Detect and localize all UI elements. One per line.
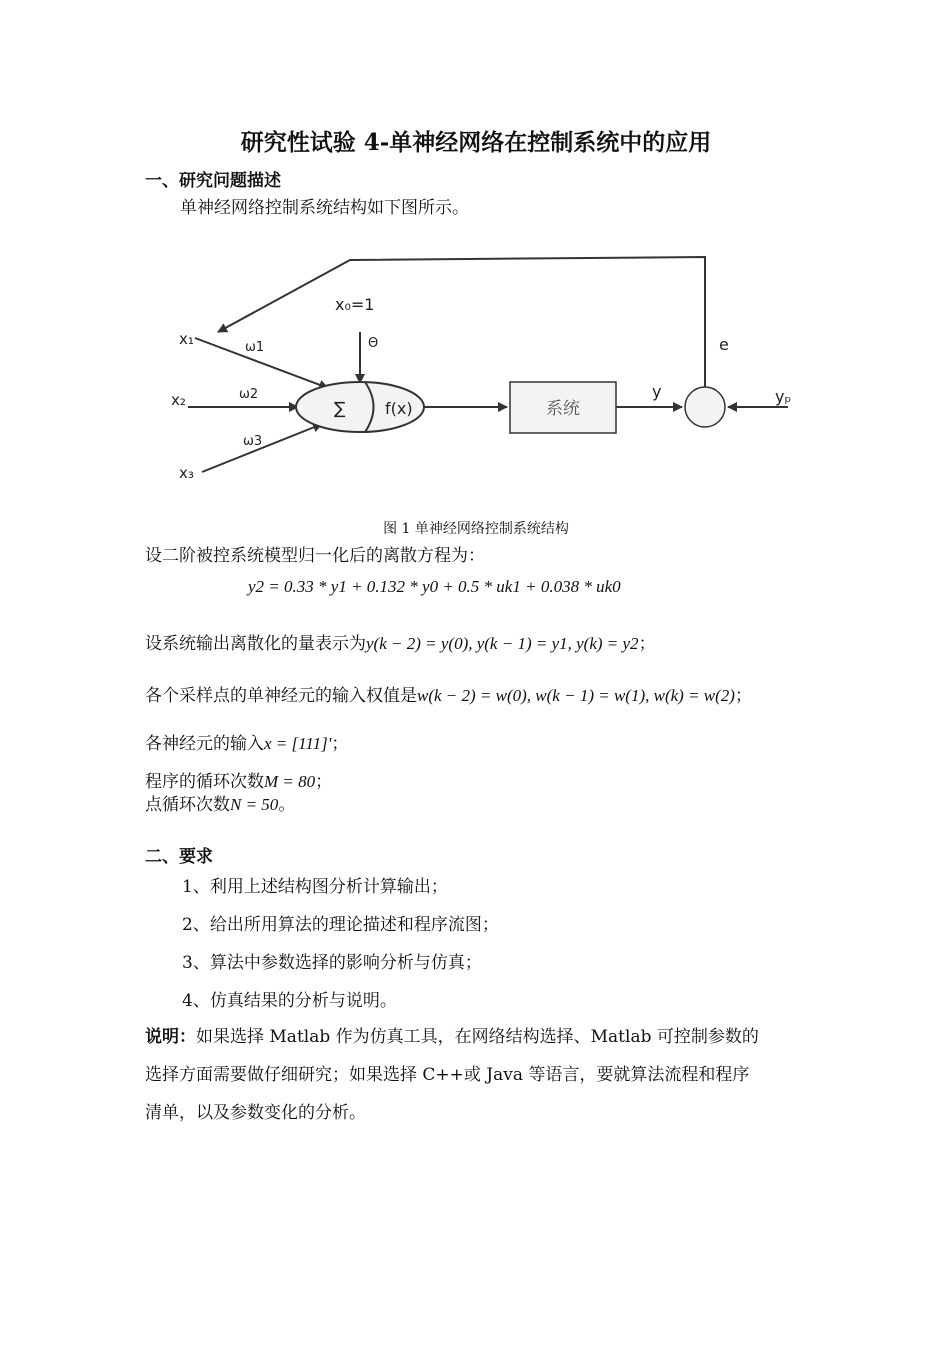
- comparator-circle: [685, 387, 725, 427]
- requirement-item: 1、利用上述结构图分析计算输出；: [182, 877, 448, 897]
- inputs-line: [145, 729, 348, 754]
- x1-label: x₁: [179, 330, 194, 348]
- output-text: 设系统输出离散化的量表示为: [145, 634, 366, 654]
- output-end: ；: [638, 634, 656, 654]
- w3-label: ω3: [243, 434, 263, 449]
- section-1-intro: 单神经网络控制系统结构如下图所示。: [180, 198, 469, 218]
- loop-count-n-line: [145, 790, 295, 815]
- figure-caption: 图 1 单神经网络控制系统结构: [383, 521, 569, 537]
- requirement-item: 3、算法中参数选择的影响分析与仿真；: [182, 953, 482, 973]
- loop-m-math: M = 80: [264, 772, 316, 791]
- weights-text: 各个采样点的单神经元的输入权值是: [145, 686, 417, 706]
- x0-label: x₀=1: [335, 295, 375, 314]
- sum-label: ∑: [334, 399, 346, 419]
- loop-m-end: ；: [315, 772, 333, 792]
- w2-label: ω2: [239, 387, 259, 402]
- loop-n-text: 点循环次数: [145, 795, 230, 815]
- weights-math: w(k − 2) = w(0), w(k − 1) = w(1), w(k) = w(2): [417, 686, 735, 705]
- requirement-item: 2、给出所用算法的理论描述和程序流图；: [182, 915, 499, 935]
- theta-label: Θ: [368, 336, 379, 351]
- y-label: y: [652, 382, 662, 401]
- loop-m-text: 程序的循环次数: [145, 772, 264, 792]
- output-math: y(k − 2) = y(0), y(k − 1) = y1, y(k) = y2: [366, 634, 639, 653]
- note-line-1: [145, 1022, 759, 1047]
- document-title: 研究性试验 4-单神经网络在控制系统中的应用: [240, 129, 712, 156]
- yp-label: yₚ: [775, 387, 792, 406]
- inputs-math: x = [111]': [264, 734, 332, 753]
- neural-network-diagram: [160, 240, 810, 500]
- inputs-end: ；: [331, 734, 349, 754]
- requirement-item: 4、仿真结果的分析与说明。: [182, 991, 397, 1011]
- section-1-heading: 一、研究问题描述: [145, 171, 281, 191]
- model-intro: 设二阶被控系统模型归一化后的离散方程为：: [145, 546, 485, 566]
- loop-n-end: 。: [278, 795, 296, 815]
- loop-count-m-line: [145, 767, 332, 792]
- weights-line: [145, 681, 752, 706]
- note-line-2: 选择方面需要做仔细研究；如果选择 C++或 Java 等语言，要就算法流程和程序: [145, 1065, 750, 1085]
- note-text-1: 如果选择 Matlab 作为仿真工具，在网络结构选择、Matlab 可控制参数的: [196, 1027, 759, 1047]
- x2-label: x₂: [171, 391, 186, 409]
- section-2-heading: 二、要求: [145, 847, 213, 867]
- fx-label: f(x): [385, 399, 413, 418]
- feedback-line: [218, 257, 705, 390]
- note-label: 说明：: [145, 1027, 196, 1047]
- inputs-text: 各神经元的输入: [145, 734, 264, 754]
- w1-label: ω1: [245, 340, 265, 355]
- weights-end: ；: [734, 686, 752, 706]
- e-label: e: [719, 335, 729, 354]
- discrete-equation: y2 = 0.33 * y1 + 0.132 * y0 + 0.5 * uk1 + 0.038 * uk0: [248, 577, 621, 596]
- note-line-3: 清单，以及参数变化的分析。: [145, 1103, 366, 1123]
- loop-n-math: N = 50: [230, 795, 279, 814]
- x3-label: x₃: [179, 464, 194, 482]
- output-discretization-line: [145, 629, 656, 654]
- system-label: 系统: [546, 399, 580, 419]
